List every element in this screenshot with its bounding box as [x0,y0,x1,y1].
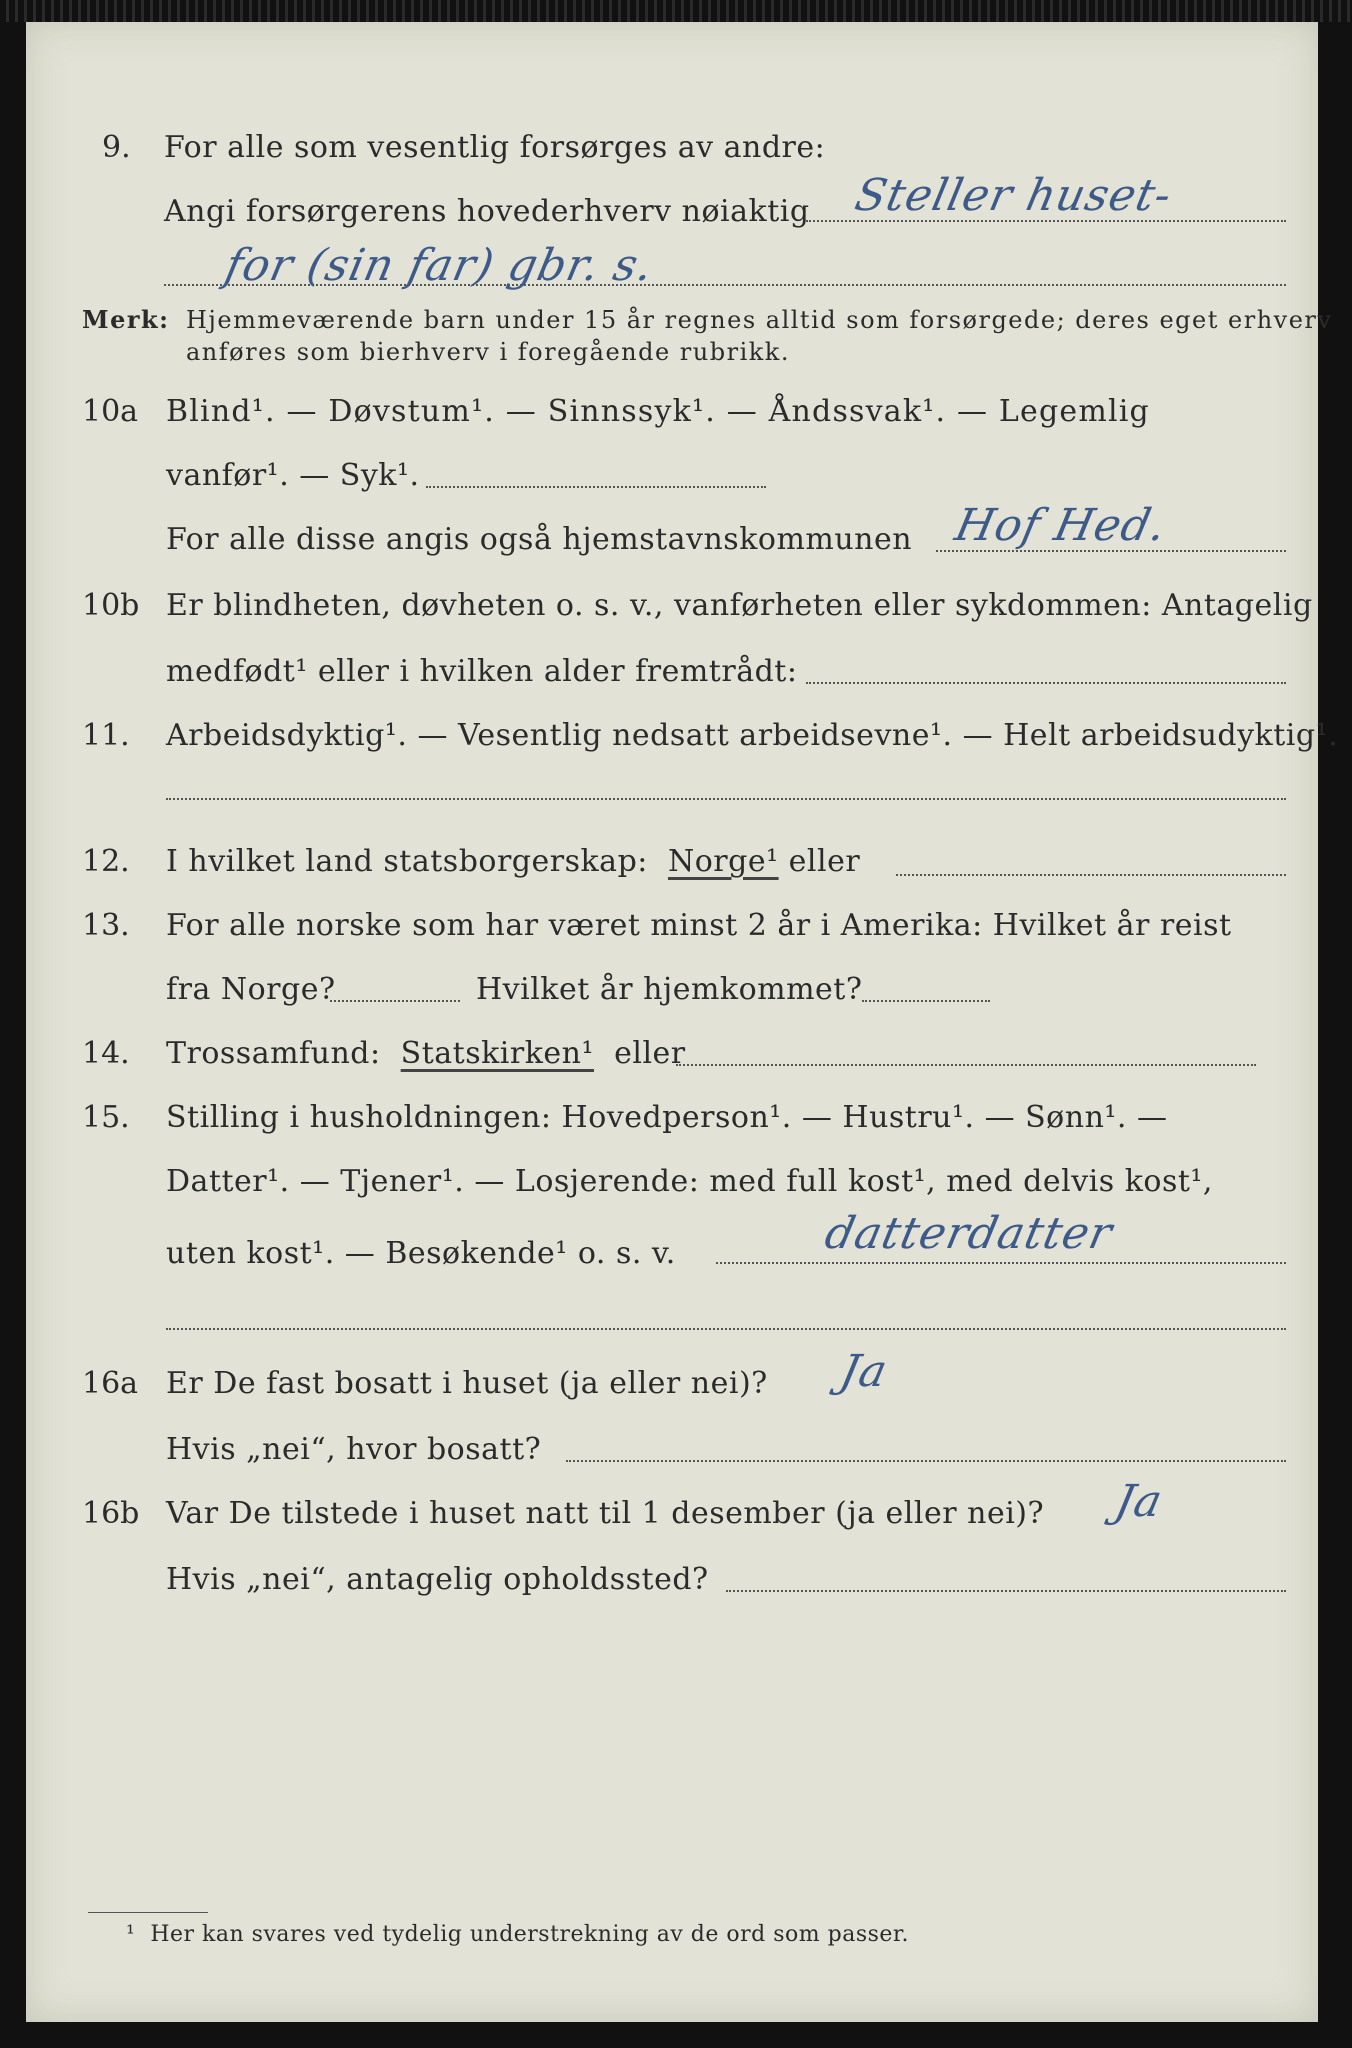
q10a-syk-line [426,486,766,488]
q16a-answer-line [566,1460,1286,1462]
q10b-line2: medfødt¹ eller i hvilken alder fremtrådt: [166,654,798,689]
q10a-handwritten-answer: Hof Hed. [950,500,1172,551]
q15-handwritten-answer: datterdatter [820,1208,1118,1259]
q16b-handwritten-answer: Ja [1110,1476,1168,1527]
q16a-line1: Er De fast bosatt i huset (ja eller nei)? [166,1366,768,1401]
q9-number: 9. [102,130,131,165]
q14-answer-line [676,1064,1256,1066]
q14-post: eller [614,1036,686,1071]
scan-top-edge [0,0,1352,22]
q12-question: I hvilket land statsborgerskap: [166,844,648,879]
q10b-line1: Er blindheten, døvheten o. s. v., vanførheten eller sykdommen: Antagelig [166,588,1313,623]
q10b-number: 10b [82,588,140,623]
q16b-number: 16b [82,1496,140,1531]
q10a-number: 10a [82,394,139,429]
q14-underlined-choice: Statskirken¹ [400,1036,595,1071]
q13-line1: For alle norske som har været minst 2 år i Amerika: Hvilket år reist [166,908,1232,943]
census-form-page [26,22,1339,2022]
q9-line2: Angi forsørgerens hovederhverv nøiaktig [164,194,810,229]
q14-number: 14. [82,1036,130,1071]
q16b-answer-line [726,1590,1286,1592]
q10a-line2: vanfør¹. — Syk¹. [166,458,420,493]
q12-underlined-choice: Norge¹ [667,844,779,879]
q15-number: 15. [82,1100,130,1135]
q16a-handwritten-answer: Ja [835,1346,893,1397]
q10a-line1: Blind¹. — Døvstum¹. — Sinnssyk¹. — Åndssvak¹. — Legemlig [166,394,1150,429]
q15-line1: Stilling i husholdningen: Hovedperson¹. — Hustru¹. — Sønn¹. — [166,1100,1168,1135]
q12-answer-line [896,874,1286,876]
footnote-rule [88,1912,208,1913]
q11-number: 11. [82,718,130,753]
q9-handwritten-answer1: Steller huset- [850,170,1177,221]
q15-answer-line [716,1262,1286,1264]
q13-number: 13. [82,908,130,943]
q14-question: Trossamfund: [166,1036,381,1071]
q10a-line3: For alle disse angis også hjemstavnskommunen [166,522,913,557]
q16b-line2: Hvis „nei“, antagelig opholdssted? [166,1562,709,1597]
q11-line1: Arbeidsdyktig¹. — Vesentlig nedsatt arbeidsevne¹. — Helt arbeidsudyktig¹. [166,718,1339,753]
merk-line1: Hjemmeværende barn under 15 år regnes alltid som forsørgede; deres eget erhverv [186,306,1333,334]
q12-number: 12. [82,844,130,879]
footnote-marker: ¹ [126,1922,136,1947]
q13-line2a: fra Norge? [166,972,336,1007]
q15-line2: Datter¹. — Tjener¹. — Losjerende: med full kost¹, med delvis kost¹, [166,1164,1213,1199]
q9-handwritten-answer2: for (sin far) gbr. s. [220,240,659,291]
q13-year-left-line [330,1000,460,1002]
q14-line [166,1036,686,1072]
q13-year-returned-line [862,1000,990,1002]
q15-extra-line [166,1328,1286,1330]
q10b-answer-line [806,682,1286,684]
merk-line2: anføres som bierhverv i foregående rubrikk. [186,338,790,366]
q9-line1: For alle som vesentlig forsørges av andre: [164,130,826,165]
q16a-number: 16a [82,1366,139,1401]
footnote-text: Her kan svares ved tydelig understrekning av de ord som passer. [150,1922,910,1947]
footnote [126,1922,909,1947]
q11-answer-line [166,798,1286,800]
q12-post: eller [788,844,861,879]
q16a-line2: Hvis „nei“, hvor bosatt? [166,1432,542,1467]
q16b-line1: Var De tilstede i huset natt til 1 desember (ja eller nei)? [166,1496,1045,1531]
q13-line2b: Hvilket år hjemkommet? [476,972,863,1007]
q12-line [166,844,860,880]
q15-line3: uten kost¹. — Besøkende¹ o. s. v. [166,1236,676,1271]
merk-label: Merk: [82,305,170,334]
